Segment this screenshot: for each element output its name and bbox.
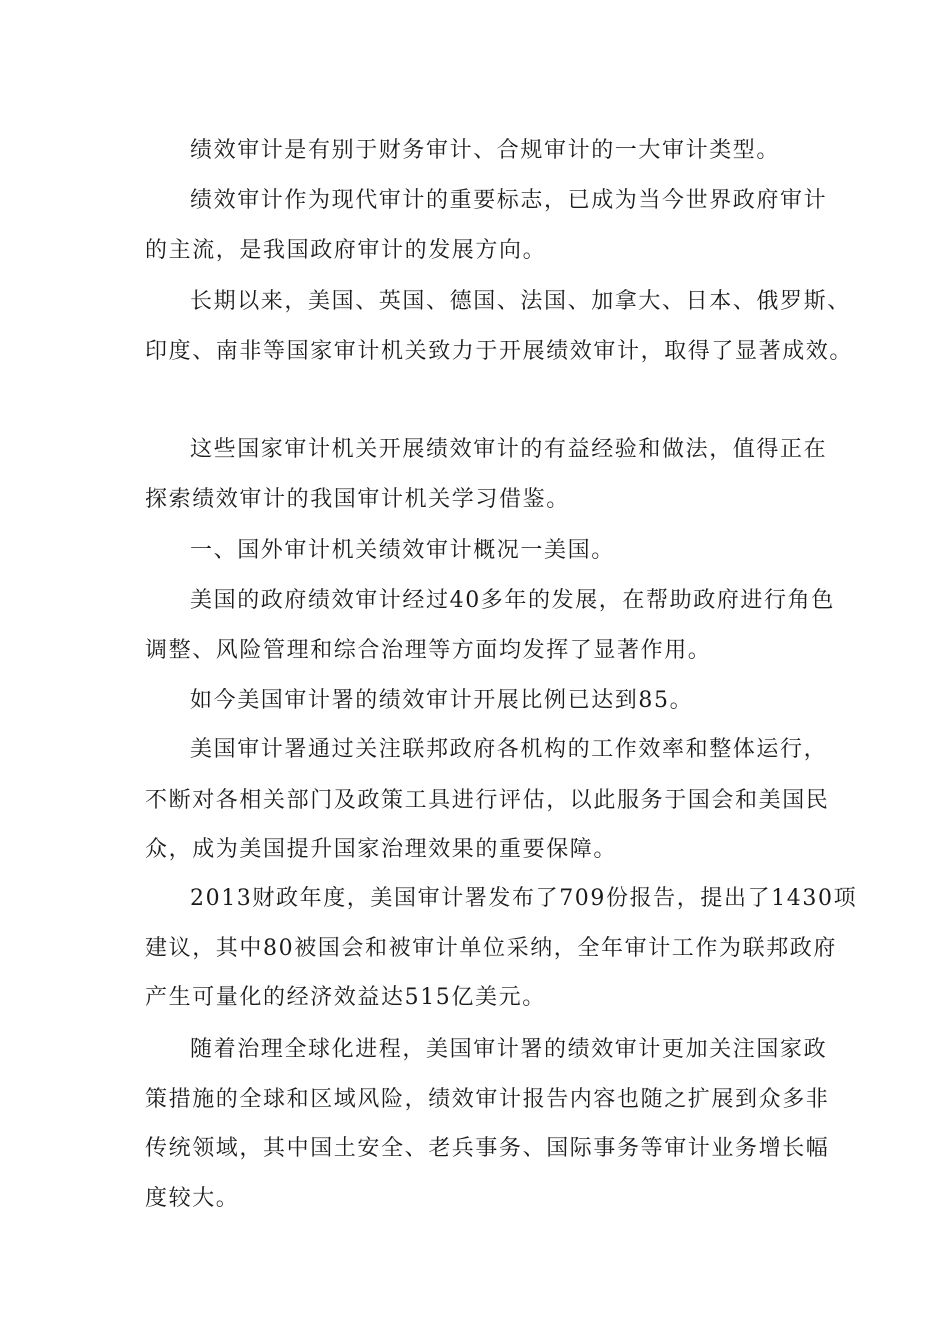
text-line: 度较大。 xyxy=(145,1186,240,1211)
text-line: 不断对各相关部门及政策工具进行评估，以此服务于国会和美国民 xyxy=(145,788,830,813)
text-line: 如今美国审计署的绩效审计开展比例已达到85。 xyxy=(190,688,694,713)
text-line: 随着治理全球化进程，美国审计署的绩效审计更加关注国家政 xyxy=(190,1037,828,1062)
text-line: 产生可量化的经济效益达515亿美元。 xyxy=(145,985,546,1010)
text-line: 调整、风险管理和综合治理等方面均发挥了显著作用。 xyxy=(145,638,712,663)
text-line: 一、国外审计机关绩效审计概况一美国。 xyxy=(190,538,615,563)
text-line: 策措施的全球和区域风险，绩效审计报告内容也随之扩展到众多非 xyxy=(145,1087,830,1112)
text-line: 绩效审计是有别于财务审计、合规审计的一大审计类型。 xyxy=(190,138,781,163)
text-line: 的主流，是我国政府审计的发展方向。 xyxy=(145,238,547,263)
text-line: 这些国家审计机关开展绩效审计的有益经验和做法，值得正在 xyxy=(190,437,828,462)
text-line: 美国的政府绩效审计经过40多年的发展，在帮助政府进行角色 xyxy=(190,588,835,613)
text-line: 长期以来，美国、英国、德国、法国、加拿大、日本、俄罗斯、 xyxy=(190,289,851,314)
text-line: 印度、南非等国家审计机关致力于开展绩效审计，取得了显著成效。 xyxy=(145,339,854,364)
text-line: 探索绩效审计的我国审计机关学习借鉴。 xyxy=(145,487,570,512)
text-line: 2013财政年度，美国审计署发布了709份报告，提出了1430项 xyxy=(190,886,858,911)
text-line: 传统领域，其中国土安全、老兵事务、国际事务等审计业务增长幅 xyxy=(145,1136,830,1161)
text-line: 绩效审计作为现代审计的重要标志，已成为当今世界政府审计 xyxy=(190,188,828,213)
text-line: 美国审计署通过关注联邦政府各机构的工作效率和整体运行， xyxy=(190,737,828,762)
text-line: 建议，其中80被国会和被审计单位采纳，全年审计工作为联邦政府 xyxy=(145,936,837,961)
text-line: 众，成为美国提升国家治理效果的重要保障。 xyxy=(145,837,618,862)
